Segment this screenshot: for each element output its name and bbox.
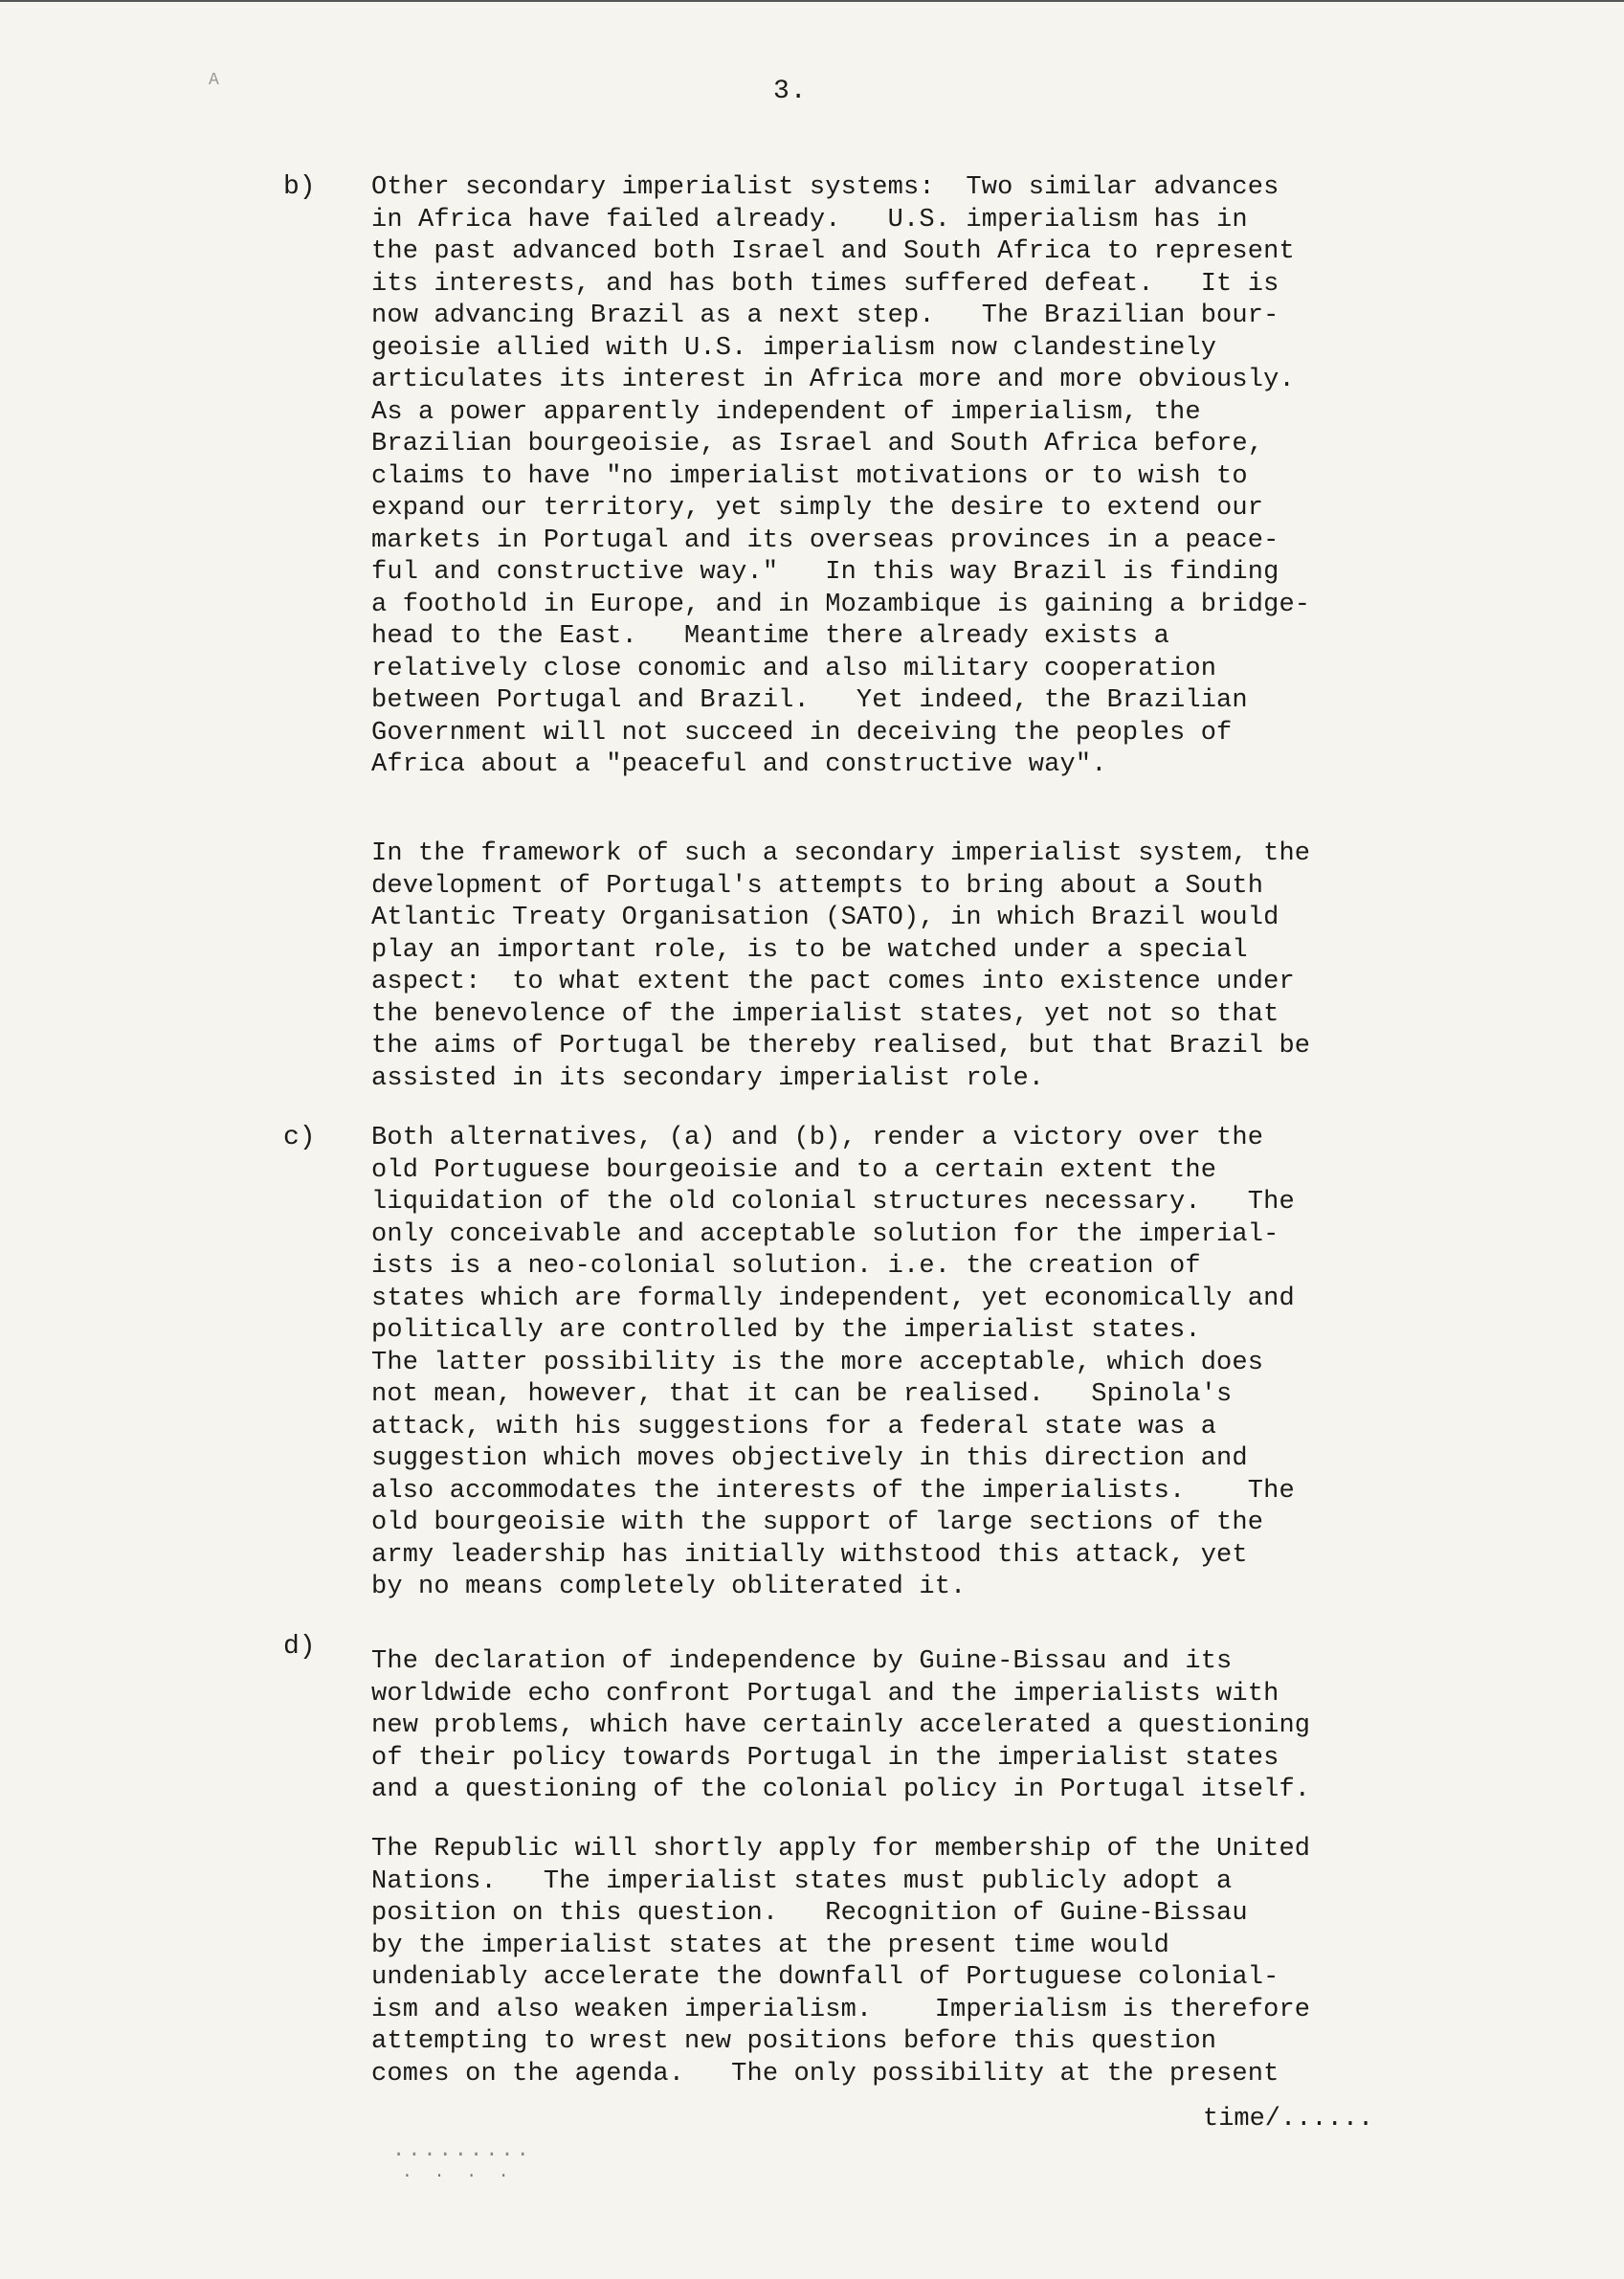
text-line: ists is a neo-colonial solution. i.e. the creation of xyxy=(371,1252,1201,1281)
text-line: not mean, however, that it can be realised. Spinola's xyxy=(371,1380,1233,1409)
paragraph-text xyxy=(371,1834,1548,2090)
text-line: assisted in its secondary imperialist role. xyxy=(371,1063,1045,1093)
text-line: army leadership has initially withstood this attack, yet xyxy=(371,1540,1248,1570)
text-line: states which are formally independent, yet economically and xyxy=(371,1284,1295,1313)
text-line: by the imperialist states at the present time would xyxy=(371,1931,1169,1960)
text-line: position on this question. Recognition of Guine-Bissau xyxy=(371,1899,1248,1928)
text-line: Brazilian bourgeoisie, as Israel and South Africa before, xyxy=(371,430,1264,458)
paragraph-text xyxy=(371,838,1548,1095)
text-line: Nations. The imperialist states must publicly adopt a xyxy=(371,1866,1233,1896)
text-line: Africa about a "peaceful and constructive way". xyxy=(371,750,1107,779)
text-line: attempting to wrest new positions before this question xyxy=(371,2027,1217,2056)
text-line: play an important role, is to be watched under a special xyxy=(371,935,1248,965)
text-line: and a questioning of the colonial policy in Portugal itself. xyxy=(371,1776,1311,1804)
footer-dots: ......... xyxy=(392,2138,532,2162)
section-b-marker: b) xyxy=(283,172,316,202)
continuation-text: time/...... xyxy=(1203,2105,1374,2134)
text-line: head to the East. Meantime there already exists a xyxy=(371,622,1169,651)
text-line: the benevolence of the imperialist states, yet not so that xyxy=(371,999,1279,1029)
text-line: aspect: to what extent the pact comes into existence under xyxy=(371,968,1295,996)
sato-paragraph xyxy=(371,838,1548,1095)
section-c-paragraph xyxy=(371,1123,1548,1604)
text-line: undeniably accelerate the downfall of Portuguese colonial- xyxy=(371,1963,1279,1992)
text-line: articulates its interest in Africa more and more obviously. xyxy=(371,366,1295,394)
text-line: The declaration of independence by Guine-Bissau and its xyxy=(371,1647,1233,1676)
text-line: a foothold in Europe, and in Mozambique is gaining a bridge- xyxy=(371,590,1311,619)
text-line: Both alternatives, (a) and (b), render a victory over the xyxy=(371,1124,1264,1152)
section-b-paragraph xyxy=(371,172,1548,782)
text-line: expand our territory, yet simply the desire to extend our xyxy=(371,494,1264,523)
paragraph-text xyxy=(371,1123,1548,1604)
text-line: Other secondary imperialist systems: Two similar advances xyxy=(371,173,1279,202)
text-line: only conceivable and acceptable solution for the imperial- xyxy=(371,1219,1279,1249)
text-line: relatively close conomic and also military cooperation xyxy=(371,654,1217,683)
text-line: also accommodates the interests of the imperialists. The xyxy=(371,1476,1295,1506)
text-line: markets in Portugal and its overseas provinces in a peace- xyxy=(371,525,1279,555)
section-c-marker: c) xyxy=(283,1123,316,1152)
republic-paragraph xyxy=(371,1834,1548,2090)
text-line: old Portuguese bourgeoisie and to a certain extent the xyxy=(371,1155,1217,1185)
text-line: old bourgeoisie with the support of large sections of the xyxy=(371,1508,1264,1537)
text-line: As a power apparently independent of imperialism, the xyxy=(371,397,1201,427)
text-line: by no means completely obliterated it. xyxy=(371,1573,967,1601)
text-line: claims to have "no imperialist motivations or to wish to xyxy=(371,461,1248,491)
text-line: ism and also weaken imperialism. Imperialism is therefore xyxy=(371,1995,1311,2024)
text-line: worldwide echo confront Portugal and the imperialists with xyxy=(371,1679,1279,1709)
text-line: In the framework of such a secondary imperialist system, the xyxy=(371,839,1311,868)
text-line: new problems, which have certainly accelerated a questioning xyxy=(371,1711,1311,1740)
text-line: ful and constructive way." In this way Brazil is finding xyxy=(371,558,1279,587)
page-number: 3. xyxy=(773,77,808,106)
text-line: Atlantic Treaty Organisation (SATO), in which Brazil would xyxy=(371,904,1279,932)
text-line: now advancing Brazil as a next step. The Brazilian bour- xyxy=(371,302,1279,330)
text-line: geoisie allied with U.S. imperialism now clandestinely xyxy=(371,333,1217,363)
text-line: comes on the agenda. The only possibility at the present xyxy=(371,2059,1279,2089)
text-line: the past advanced both Israel and South Africa to represent xyxy=(371,237,1295,266)
paragraph-text xyxy=(371,172,1548,782)
text-line: of their policy towards Portugal in the imperialist states xyxy=(371,1743,1279,1773)
text-line: politically are controlled by the imperialist states. xyxy=(371,1316,1201,1345)
text-line: The latter possibility is the more acceptable, which does xyxy=(371,1348,1264,1377)
text-line: liquidation of the old colonial structures necessary. The xyxy=(371,1188,1295,1217)
section-d-paragraph xyxy=(371,1646,1548,1807)
text-line: Government will not succeed in deceiving the peoples of xyxy=(371,718,1233,748)
text-line: its interests, and has both times suffered defeat. It is xyxy=(371,269,1279,299)
text-line: in Africa have failed already. U.S. imperialism has in xyxy=(371,205,1248,235)
section-d-marker: d) xyxy=(283,1632,316,1662)
footer-dots-small: . . . . xyxy=(402,2163,515,2182)
paragraph-text xyxy=(371,1646,1548,1807)
text-line: suggestion which moves objectively in this direction and xyxy=(371,1444,1248,1473)
text-line: The Republic will shortly apply for membership of the United xyxy=(371,1835,1311,1864)
text-line: attack, with his suggestions for a federal state was a xyxy=(371,1412,1217,1441)
corner-mark: A xyxy=(209,71,219,90)
text-line: development of Portugal's attempts to bring about a South xyxy=(371,871,1264,901)
text-line: between Portugal and Brazil. Yet indeed, the Brazilian xyxy=(371,686,1248,715)
text-line: the aims of Portugal be thereby realised, but that Brazil be xyxy=(371,1032,1311,1061)
